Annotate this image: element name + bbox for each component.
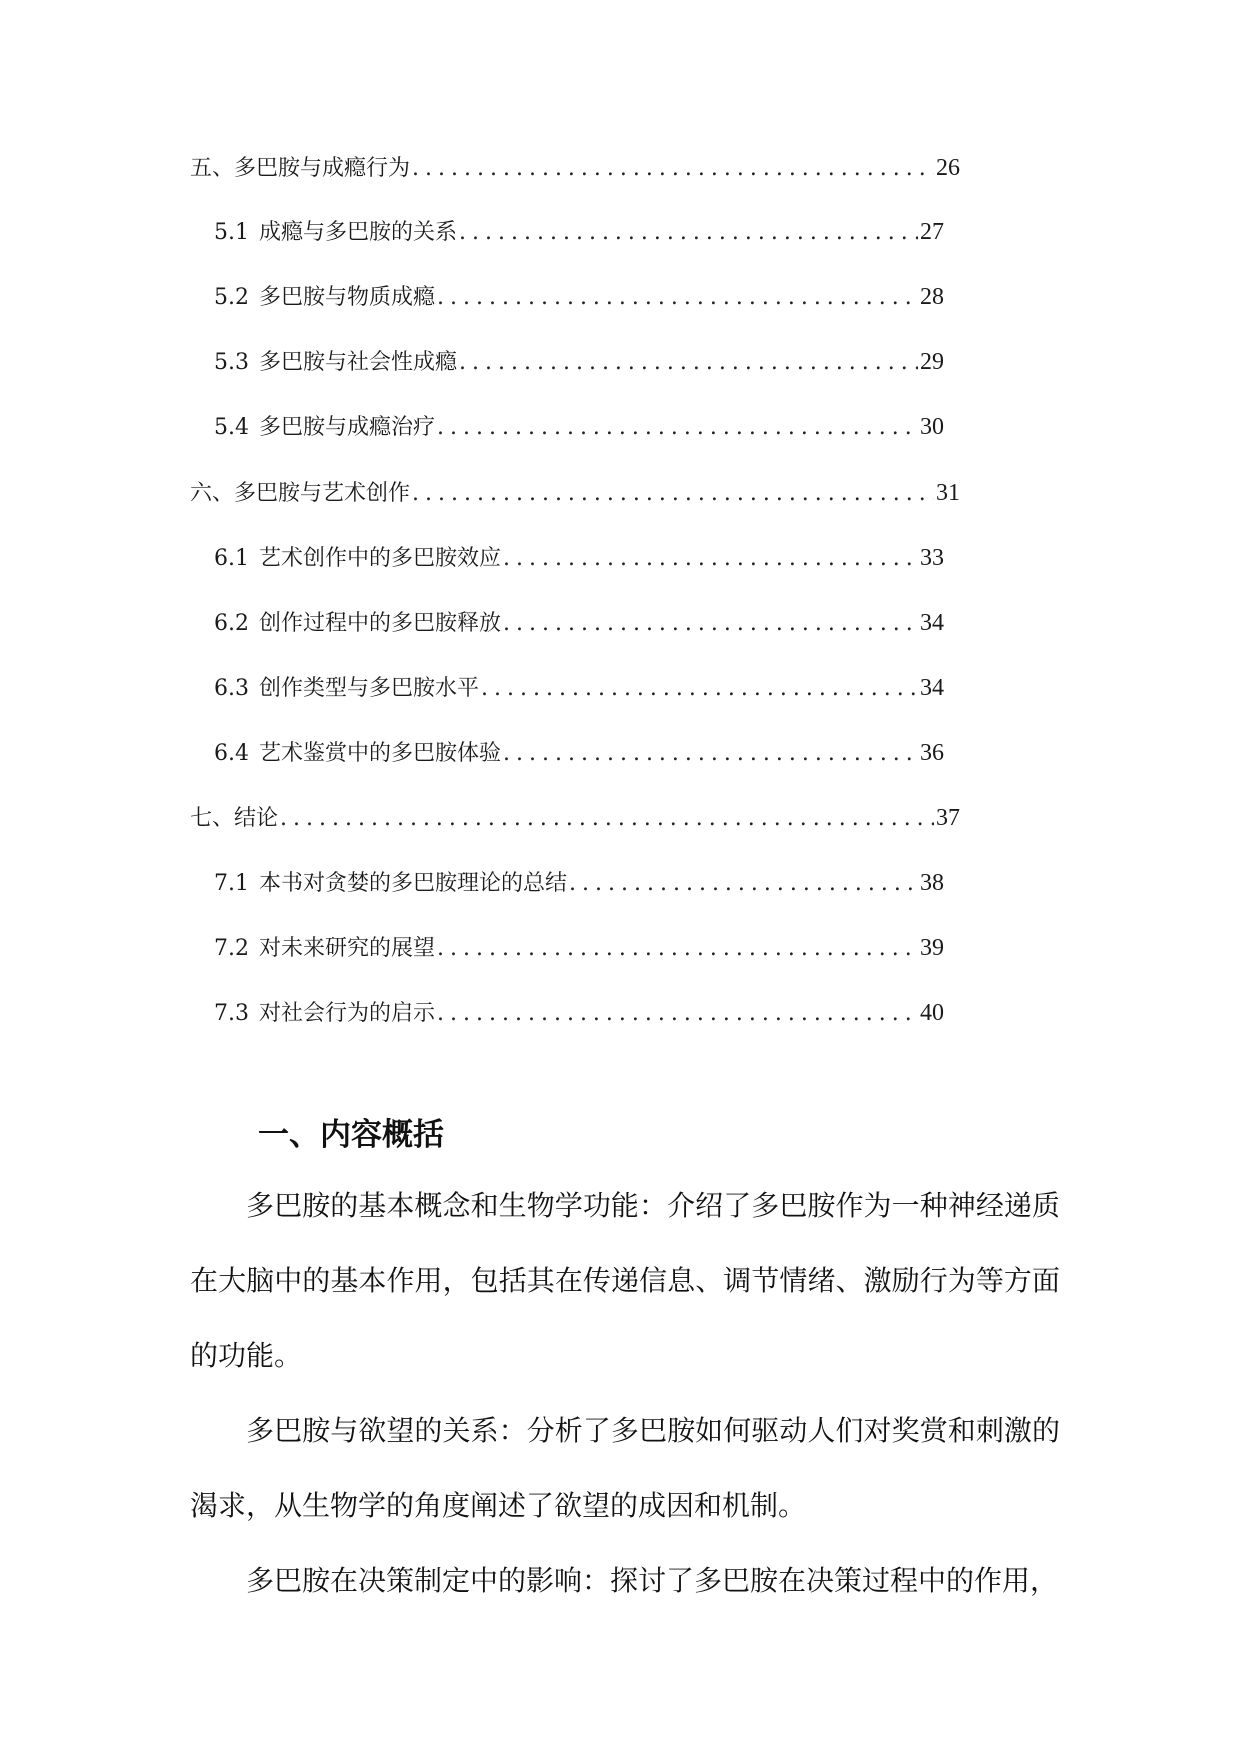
toc-entry[interactable] (214, 279, 944, 315)
toc-entry-page: 33 (920, 545, 944, 571)
toc-entry[interactable] (214, 344, 944, 380)
toc-leader-dots (437, 410, 918, 445)
toc-entry[interactable] (214, 605, 944, 641)
body-paragraph: 多巴胺的基本概念和生物学功能：介绍了多巴胺作为一种神经递质在大脑中的基本作用，包括其在传递信息、调节情绪、激励行为等方面的功能。 (190, 1189, 1060, 1372)
toc-entry-page: 34 (920, 610, 944, 636)
toc-entry-number: 5.4 (214, 415, 249, 440)
toc-entry-number: 7.3 (214, 1001, 249, 1026)
toc-entry-title: 艺术鉴赏中的多巴胺体验 (259, 741, 502, 766)
toc-leader-dots (503, 736, 918, 771)
toc-leader-dots (459, 345, 918, 380)
toc-entry-title: 艺术创作中的多巴胺效应 (259, 546, 502, 571)
toc-entry-number: 6.3 (214, 676, 249, 701)
toc-entry-page: 38 (920, 870, 944, 896)
toc-entry-page: 40 (920, 1000, 944, 1026)
toc-entry-page: 36 (920, 740, 944, 766)
toc-entry-number: 6.4 (214, 741, 249, 766)
toc-entry[interactable] (214, 735, 944, 771)
body-paragraph: 多巴胺与欲望的关系：分析了多巴胺如何驱动人们对奖赏和刺激的渴求，从生物学的角度阐述了欲望的成因和机制。 (190, 1414, 1060, 1522)
toc-entry-title: 多巴胺与成瘾治疗 (259, 415, 436, 440)
toc-entry[interactable] (190, 475, 960, 511)
section-heading: 一、内容概括 (258, 1116, 444, 1153)
toc-leader-dots (437, 280, 918, 315)
toc-entry-number: 5.3 (214, 350, 249, 375)
toc-entry[interactable] (190, 150, 960, 186)
toc-entry[interactable] (214, 865, 944, 901)
toc-leader-dots (412, 476, 934, 511)
toc-entry-page: 31 (936, 480, 960, 506)
toc-entry[interactable] (214, 540, 944, 576)
toc-entry-number: 7.1 (214, 871, 249, 896)
toc-entry-number: 5.1 (214, 220, 249, 245)
toc-entry-page: 27 (920, 219, 944, 245)
toc-entry[interactable] (214, 930, 944, 966)
toc-entry[interactable] (214, 214, 944, 250)
toc-entry-page: 30 (920, 414, 944, 440)
toc-entry-page: 28 (920, 284, 944, 310)
toc-leader-dots (459, 215, 918, 250)
toc-entry-page: 29 (920, 349, 944, 375)
section-body (190, 1168, 1060, 1618)
toc-entry-page: 34 (920, 675, 944, 701)
toc-entry-page: 26 (936, 155, 960, 181)
toc-entry-number: 6.1 (214, 546, 249, 571)
toc-leader-dots (280, 801, 934, 836)
toc-entry-title: 创作类型与多巴胺水平 (259, 676, 480, 701)
toc-entry[interactable] (214, 409, 944, 445)
toc-entry[interactable] (214, 670, 944, 706)
body-paragraph: 多巴胺在决策制定中的影响：探讨了多巴胺在决策过程中的作用， (246, 1564, 1059, 1597)
toc-entry[interactable] (190, 800, 960, 836)
toc-leader-dots (437, 996, 918, 1031)
toc-entry-title: 对社会行为的启示 (259, 1001, 436, 1026)
toc-entry-title: 创作过程中的多巴胺释放 (259, 611, 502, 636)
toc-leader-dots (412, 151, 934, 186)
toc-entry-title: 七、结论 (190, 806, 279, 831)
toc-entry-title: 对未来研究的展望 (259, 936, 436, 961)
toc-entry-title: 多巴胺与社会性成瘾 (259, 350, 458, 375)
toc-entry-number: 5.2 (214, 285, 249, 310)
toc-entry-page: 39 (920, 935, 944, 961)
toc-entry-title: 多巴胺与物质成瘾 (259, 285, 436, 310)
toc-entry-page: 37 (936, 805, 960, 831)
toc-entry-title: 成瘾与多巴胺的关系 (259, 220, 458, 245)
toc-entry-title: 六、多巴胺与艺术创作 (190, 481, 411, 506)
toc-leader-dots (503, 606, 918, 641)
toc-entry-number: 7.2 (214, 936, 249, 961)
toc-entry[interactable] (214, 995, 944, 1031)
toc-leader-dots (569, 866, 918, 901)
toc-entry-number: 6.2 (214, 611, 249, 636)
toc-leader-dots (437, 931, 918, 966)
toc-leader-dots (503, 541, 918, 576)
toc-leader-dots (481, 671, 918, 706)
toc-entry-title: 本书对贪婪的多巴胺理论的总结 (259, 871, 568, 896)
toc-entry-title: 五、多巴胺与成瘾行为 (190, 156, 411, 181)
